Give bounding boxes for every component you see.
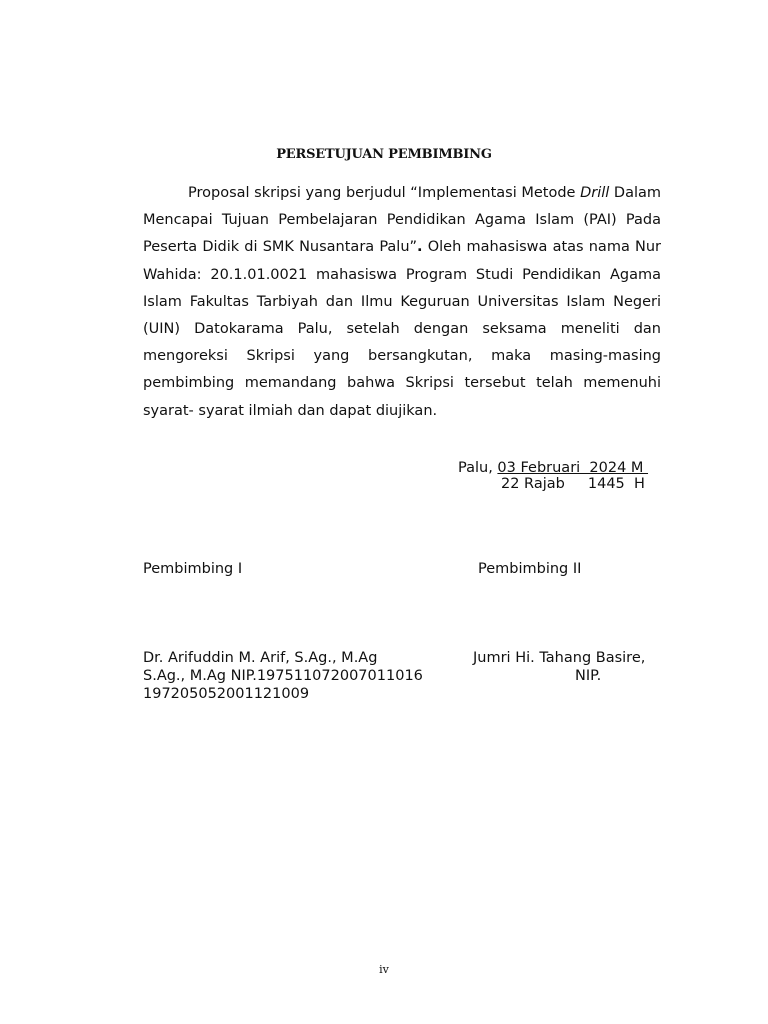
supervisor-1-label: Pembimbing I	[143, 561, 243, 577]
paragraph-text-2: Dalam Mencapai Tujuan Pembelajaran Pendidikan Agama Islam (PAI) Pada Peserta Didik di SMK Nusantara Palu”	[143, 185, 662, 256]
paragraph-text-1: Proposal skripsi yang berjudul “Implementasi Metode	[188, 185, 581, 201]
signature-row-2	[143, 667, 663, 685]
supervisor-signatures	[143, 649, 663, 703]
supervisor-2-nip-number: 197205052001121009	[143, 686, 310, 702]
signature-row-3	[143, 685, 663, 703]
approval-paragraph	[143, 180, 661, 425]
page-number: iv	[379, 963, 389, 976]
date-gregorian: 03 Februari 2024 M	[497, 460, 649, 476]
date-line-gregorian	[458, 460, 648, 476]
paragraph-text-3: Oleh mahasiswa atas nama Nur Wahida: 20.1.01.0021 mahasiswa Program Studi Pendidikan Agama Islam Fakultas Tarbiyah dan Ilmu Keguruan Universitas Islam Negeri (UIN) Datokarama Palu, setelah dengan seksama meneliti dan mengoreksi Skripsi yang bersangkutan, maka masing-masing pembimbing memandang bahwa Skripsi tersebut telah memenuhi syarat- syarat ilmiah dan dapat diujikan.	[143, 239, 661, 419]
supervisor-2-name: Jumri Hi. Tahang Basire,	[473, 650, 646, 666]
signature-row-1	[143, 649, 663, 667]
date-hijri: 22 Rajab 1445 H	[501, 476, 645, 492]
page-title: PERSETUJUAN PEMBIMBING	[276, 147, 492, 162]
date-place: Palu,	[458, 460, 498, 476]
supervisor-2-nip-label: NIP.	[575, 668, 602, 684]
paragraph-italic-term: Drill	[580, 185, 610, 201]
paragraph-bold-dot: .	[417, 239, 423, 256]
supervisor-1-name: Dr. Arifuddin M. Arif, S.Ag., M.Ag	[143, 650, 378, 666]
supervisor-2-label: Pembimbing II	[478, 561, 582, 577]
supervisor-1-degree-nip: S.Ag., M.Ag NIP.197511072007011016	[143, 668, 423, 684]
date-block	[458, 460, 648, 492]
